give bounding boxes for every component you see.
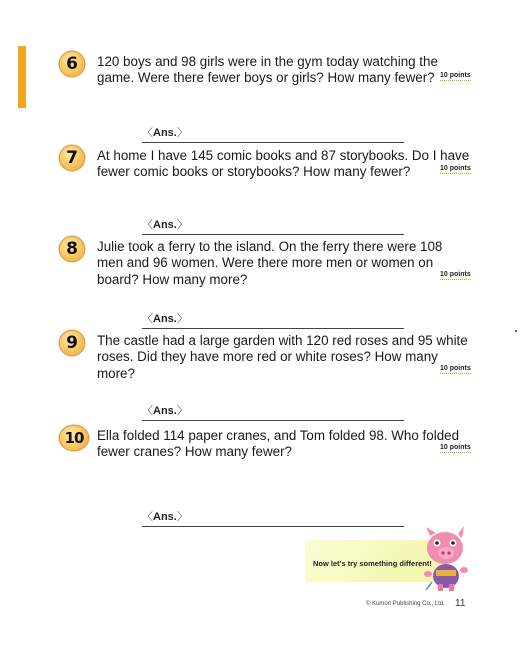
points-label: 10 points: [440, 72, 471, 79]
copyright-text: © Kumon Publishing Co., Ltd.: [366, 601, 445, 607]
answer-label: 〈 Ans. 〉: [142, 310, 188, 326]
pig-mascot-icon: [416, 526, 474, 592]
problem-question: Ella folded 114 paper cranes, and Tom folded 98. Who folded fewer cranes? How many fewer?: [97, 428, 460, 460]
problem-number-badge: 9: [60, 331, 84, 355]
answer-line[interactable]: [142, 508, 404, 527]
points-label: 10 points: [440, 444, 471, 451]
answer-line[interactable]: [142, 310, 404, 329]
answer-label: 〈 Ans. 〉: [142, 508, 188, 524]
points-label: 10 points: [440, 271, 471, 278]
problem-number-badge: 8: [60, 237, 84, 261]
problem-number-badge: 7: [60, 146, 84, 170]
answer-label: 〈 Ans. 〉: [142, 216, 188, 232]
problem-number-badge: 10: [60, 426, 88, 450]
accent-edge-bar: [18, 46, 26, 108]
points-label: 10 points: [440, 165, 471, 172]
answer-line[interactable]: [142, 216, 404, 235]
margin-mark: [515, 330, 517, 332]
problem-number-badge: 6: [60, 52, 84, 76]
problem-question: 120 boys and 98 girls were in the gym today watching the game. Were there fewer boys or girls? How many fewer?: [97, 54, 438, 86]
answer-label: 〈 Ans. 〉: [142, 124, 188, 140]
problem-question: The castle had a large garden with 120 red roses and 95 white roses. Did they have more red or white roses? How many more?: [97, 333, 468, 381]
points-label: 10 points: [440, 365, 471, 372]
problem-question: Julie took a ferry to the island. On the ferry there were 108 men and 96 women. Were there more men or women on board? How many more?: [97, 239, 443, 287]
problem-question: At home I have 145 comic books and 87 storybooks. Do I have fewer comic books or storybooks? How many fewer?: [97, 148, 470, 180]
page-number: 11: [455, 598, 466, 609]
answer-line[interactable]: [142, 124, 404, 143]
hint-text: Now let's try something different!: [313, 559, 432, 568]
answer-label: 〈 Ans. 〉: [142, 402, 188, 418]
answer-line[interactable]: [142, 402, 404, 421]
